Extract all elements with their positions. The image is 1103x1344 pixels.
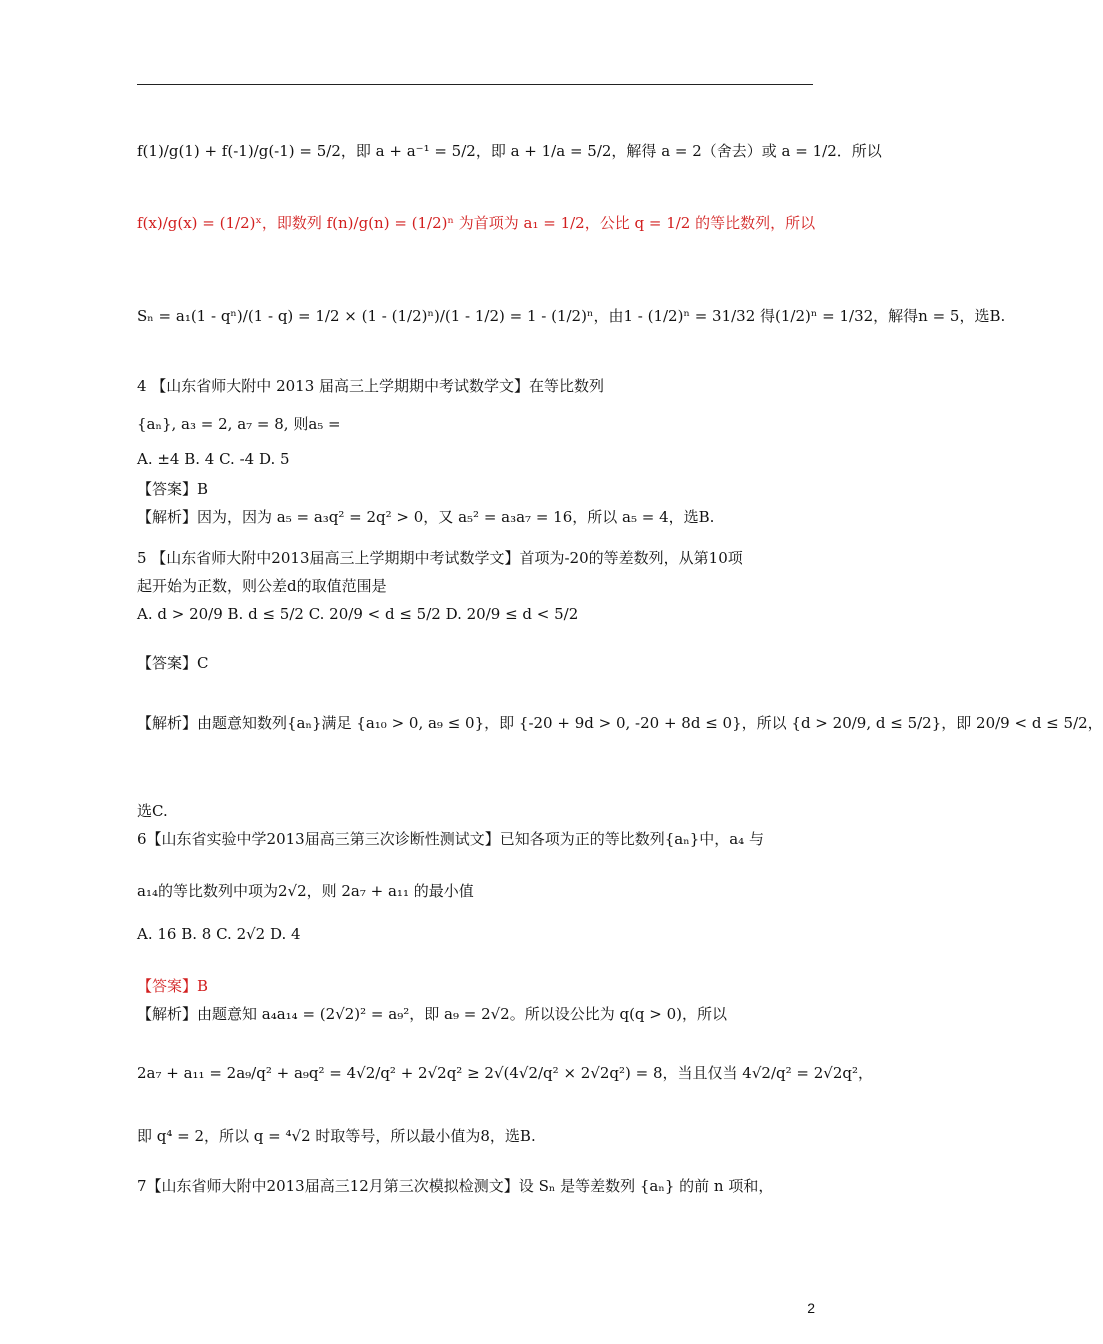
- text-line-9: 5 【山东省师大附中2013届高三上学期期中考试数学文】首项为-20的等差数列，从第10项: [137, 549, 743, 567]
- text-line-3: Sₙ = a₁(1 - qⁿ)/(1 - q) = 1/2 × (1 - (1/2)ⁿ)/(1 - 1/2) = 1 - (1/2)ⁿ，由1 - (1/2)ⁿ = 31/32 得(1/2)ⁿ = 1/32，解得n = 5，选B.: [137, 307, 1006, 325]
- page-number: 2: [807, 1300, 815, 1316]
- text-line-18: 【答案】B: [137, 977, 209, 995]
- text-line-16: a₁₄的等比数列中项为2√2，则 2a₇ + a₁₁ 的最小值: [137, 882, 474, 900]
- text-line-14: 选C.: [137, 802, 168, 820]
- text-line-4: 4 【山东省师大附中 2013 届高三上学期期中考试数学文】在等比数列: [137, 377, 605, 395]
- text-line-8: 【解析】因为，因为 a₅ = a₃q² = 2q² > 0，又 a₅² = a₃a₇ = 16，所以 a₅ = 4，选B.: [137, 508, 715, 526]
- text-line-10: 起开始为正数，则公差d的取值范围是: [137, 577, 387, 595]
- text-line-19: 【解析】由题意知 a₄a₁₄ = (2√2)² = a₉²，即 a₉ = 2√2。所以设公比为 q(q > 0)，所以: [137, 1005, 728, 1023]
- text-line-22: 7【山东省师大附中2013届高三12月第三次模拟检测文】设 Sₙ 是等差数列 {aₙ} 的前 n 项和，: [137, 1177, 774, 1195]
- text-line-2: f(x)/g(x) = (1/2)ˣ，即数列 f(n)/g(n) = (1/2)ⁿ 为首项为 a₁ = 1/2，公比 q = 1/2 的等比数列，所以: [137, 214, 816, 232]
- text-line-15: 6【山东省实验中学2013届高三第三次诊断性测试文】已知各项为正的等比数列{aₙ}中，a₄ 与: [137, 830, 764, 848]
- header-rule: [137, 84, 813, 85]
- text-line-21: 即 q⁴ = 2，所以 q = ⁴√2 时取等号，所以最小值为8，选B.: [137, 1127, 536, 1145]
- text-line-1: f(1)/g(1) + f(-1)/g(-1) = 5/2，即 a + a⁻¹ = 5/2，即 a + 1/a = 5/2，解得 a = 2（舍去）或 a = 1/2．所以: [137, 142, 882, 160]
- text-line-7: 【答案】B: [137, 480, 209, 498]
- text-line-13: 【解析】由题意知数列{aₙ}满足 {a₁₀ > 0, a₉ ≤ 0}，即 {-20 + 9d > 0, -20 + 8d ≤ 0}，所以 {d > 20/9, d ≤ 5/2}，即 20/9 < d ≤ 5/2，: [137, 714, 1103, 732]
- text-line-5: {aₙ}, a₃ = 2, a₇ = 8, 则a₅ =: [137, 415, 341, 433]
- text-line-12: 【答案】C: [137, 654, 209, 672]
- text-line-20: 2a₇ + a₁₁ = 2a₉/q² + a₉q² = 4√2/q² + 2√2q² ≥ 2√(4√2/q² × 2√2q²) = 8，当且仅当 4√2/q² = 2√2q²，: [137, 1064, 873, 1082]
- text-line-17: A. 16 B. 8 C. 2√2 D. 4: [137, 925, 301, 943]
- text-line-6: A. ±4 B. 4 C. -4 D. 5: [137, 450, 290, 468]
- text-line-11: A. d > 20/9 B. d ≤ 5/2 C. 20/9 < d ≤ 5/2 D. 20/9 ≤ d < 5/2: [137, 605, 579, 623]
